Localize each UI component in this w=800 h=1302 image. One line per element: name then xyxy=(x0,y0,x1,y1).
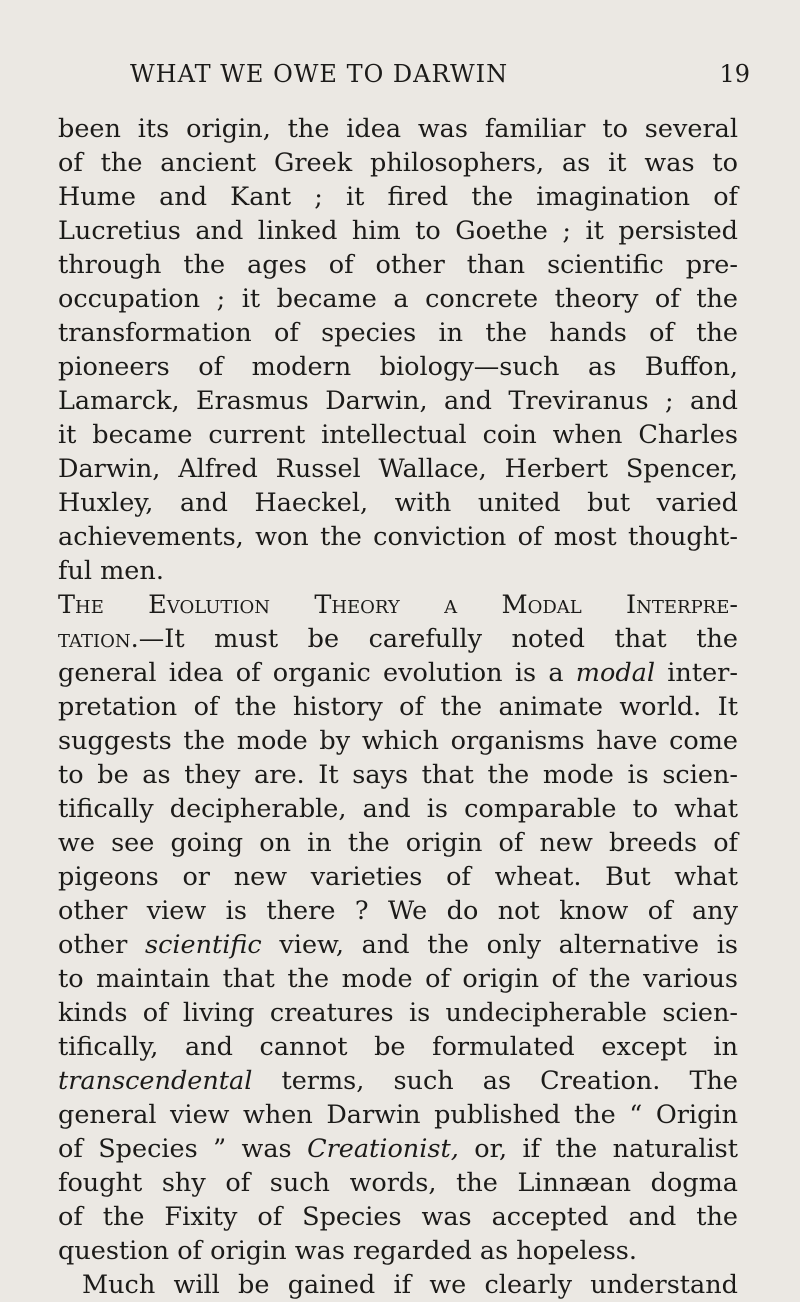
emphasis: transcendental xyxy=(58,1066,253,1096)
text-line: Huxley, and Haeckel, with united but varied xyxy=(58,488,738,518)
text-line: Lucretius and linked him to Goethe ; it persisted xyxy=(58,216,738,246)
text-fragment: view, and the only alternative is xyxy=(261,930,738,960)
section-heading: The Evolution Theory a Modal Interpre- xyxy=(58,590,738,620)
text-line: kinds of living creatures is undecipherable scien- xyxy=(58,998,738,1028)
text-line: Much will be gained if we clearly understand xyxy=(82,1270,738,1300)
text-line: pretation of the history of the animate world. It xyxy=(58,692,738,722)
text-line: transformation of species in the hands of the xyxy=(58,318,738,348)
text-line xyxy=(58,1132,738,1166)
text-line: to be as they are. It says that the mode is scien- xyxy=(58,760,738,790)
text-line: tifically decipherable, and is comparable to what xyxy=(58,794,738,824)
emphasis: scientific xyxy=(144,930,262,960)
text-line: it became current intellectual coin when Charles xyxy=(58,420,738,450)
text-fragment: or, if the naturalist xyxy=(458,1134,738,1164)
text-fragment: general idea of organic evolution is a xyxy=(58,658,576,688)
text-line: occupation ; it became a concrete theory of the xyxy=(58,284,738,314)
text-line: achievements, won the conviction of most thought- xyxy=(58,522,738,552)
text-fragment: of Species ” was xyxy=(58,1134,308,1164)
running-title: WHAT WE OWE TO DARWIN xyxy=(130,60,509,88)
text-line: to maintain that the mode of origin of the various xyxy=(58,964,738,994)
emphasis: Creationist, xyxy=(307,1134,459,1164)
text-fragment: —It must be carefully noted that the xyxy=(138,624,738,654)
text-line xyxy=(58,1064,738,1098)
text-line: pigeons or new varieties of wheat. But what xyxy=(58,862,738,892)
text-fragment: terms, such as Creation. The xyxy=(252,1066,738,1096)
text-line: ful men. xyxy=(58,556,164,586)
text-line: other view is there ? We do not know of any xyxy=(58,896,738,926)
text-line: fought shy of such words, the Linnæan dogma xyxy=(58,1168,738,1198)
text-line: question of origin was regarded as hopeless. xyxy=(58,1236,637,1266)
text-line: of the ancient Greek philosophers, as it was to xyxy=(58,148,738,178)
text-line: general view when Darwin published the “ Origin xyxy=(58,1100,738,1130)
text-line: suggests the mode by which organisms have come xyxy=(58,726,738,756)
text-line xyxy=(58,622,738,656)
text-line: we see going on in the origin of new breeds of xyxy=(58,828,738,858)
section-heading-end: tation. xyxy=(58,624,139,654)
body-text xyxy=(58,112,738,1302)
text-line: Hume and Kant ; it fired the imagination of xyxy=(58,182,738,212)
text-line: been its origin, the idea was familiar to several xyxy=(58,114,738,144)
page-number: 19 xyxy=(719,60,750,88)
text-line: Lamarck, Erasmus Darwin, and Treviranus ; and xyxy=(58,386,738,416)
text-line: tifically, and cannot be formulated except in xyxy=(58,1032,738,1062)
emphasis: modal xyxy=(575,658,656,688)
text-line xyxy=(58,928,738,962)
text-line: pioneers of modern biology—such as Buffon, xyxy=(58,352,738,382)
text-fragment: other xyxy=(58,930,145,960)
text-line xyxy=(58,656,738,690)
text-line: through the ages of other than scientific pre- xyxy=(58,250,738,280)
text-fragment: inter- xyxy=(655,658,738,688)
text-line: Darwin, Alfred Russel Wallace, Herbert Spencer, xyxy=(58,454,738,484)
text-line: of the Fixity of Species was accepted and the xyxy=(58,1202,738,1232)
running-head xyxy=(130,60,750,100)
